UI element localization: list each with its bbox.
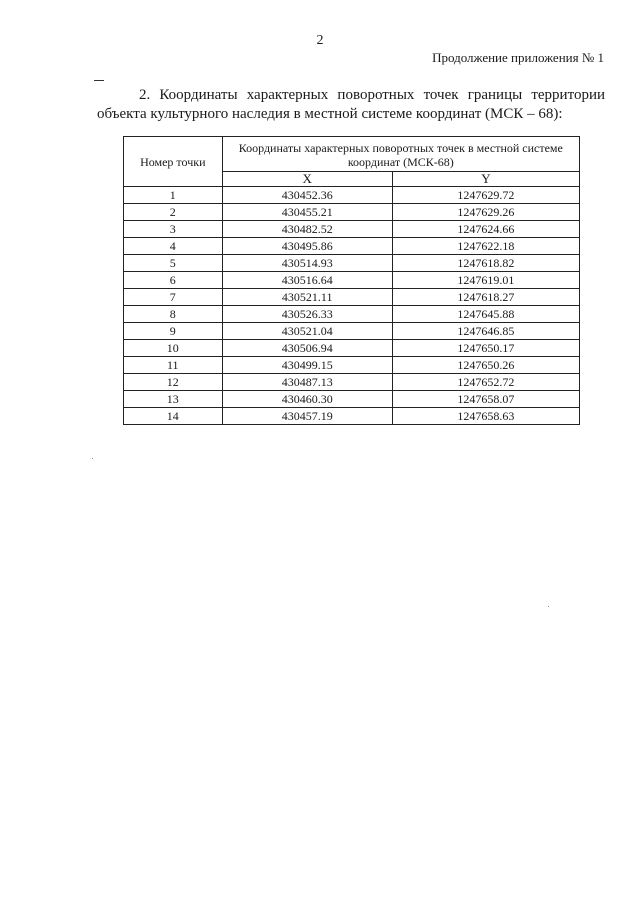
y-coordinate-cell: 1247622.18 xyxy=(392,238,579,255)
section-heading-line-2: объекта культурного наследия в местной системе координат (МСК – 68): xyxy=(97,106,563,122)
x-coordinate-cell: 430495.86 xyxy=(222,238,392,255)
point-number-cell: 12 xyxy=(124,374,223,391)
table-row xyxy=(124,357,580,374)
coordinates-group-header: Координаты характерных поворотных точек в местной системе координат (МСК-68) xyxy=(222,137,579,172)
x-coordinate-cell: 430521.04 xyxy=(222,323,392,340)
margin-dash xyxy=(94,80,104,81)
scan-speck xyxy=(548,606,549,607)
point-number-cell: 5 xyxy=(124,255,223,272)
y-header: Y xyxy=(392,172,579,187)
x-coordinate-cell: 430457.19 xyxy=(222,408,392,425)
table-row xyxy=(124,340,580,357)
point-number-cell: 7 xyxy=(124,289,223,306)
table-row xyxy=(124,255,580,272)
point-number-cell: 10 xyxy=(124,340,223,357)
point-number-cell: 9 xyxy=(124,323,223,340)
y-coordinate-cell: 1247658.63 xyxy=(392,408,579,425)
y-coordinate-cell: 1247650.26 xyxy=(392,357,579,374)
x-coordinate-cell: 430506.94 xyxy=(222,340,392,357)
point-number-cell: 8 xyxy=(124,306,223,323)
table-row xyxy=(124,272,580,289)
x-coordinate-cell: 430455.21 xyxy=(222,204,392,221)
x-coordinate-cell: 430514.93 xyxy=(222,255,392,272)
appendix-note: Продолжение приложения № 1 xyxy=(432,50,604,65)
table-row xyxy=(124,306,580,323)
coordinates-table xyxy=(123,136,580,425)
point-number-cell: 11 xyxy=(124,357,223,374)
coordinates-table-body xyxy=(124,187,580,425)
table-row xyxy=(124,221,580,238)
table-header-row xyxy=(124,137,580,172)
y-coordinate-cell: 1247645.88 xyxy=(392,306,579,323)
x-coordinate-cell: 430487.13 xyxy=(222,374,392,391)
page-number: 2 xyxy=(316,33,324,48)
x-coordinate-cell: 430499.15 xyxy=(222,357,392,374)
table-row xyxy=(124,238,580,255)
y-coordinate-cell: 1247652.72 xyxy=(392,374,579,391)
point-number-cell: 13 xyxy=(124,391,223,408)
x-coordinate-cell: 430482.52 xyxy=(222,221,392,238)
x-coordinate-cell: 430521.11 xyxy=(222,289,392,306)
y-coordinate-cell: 1247619.01 xyxy=(392,272,579,289)
point-number-cell: 1 xyxy=(124,187,223,204)
point-number-cell: 6 xyxy=(124,272,223,289)
y-coordinate-cell: 1247629.72 xyxy=(392,187,579,204)
x-coordinate-cell: 430516.64 xyxy=(222,272,392,289)
y-coordinate-cell: 1247629.26 xyxy=(392,204,579,221)
table-row xyxy=(124,391,580,408)
y-coordinate-cell: 1247618.82 xyxy=(392,255,579,272)
table-row xyxy=(124,408,580,425)
y-coordinate-cell: 1247658.07 xyxy=(392,391,579,408)
x-coordinate-cell: 430526.33 xyxy=(222,306,392,323)
y-coordinate-cell: 1247646.85 xyxy=(392,323,579,340)
y-coordinate-cell: 1247650.17 xyxy=(392,340,579,357)
section-heading xyxy=(97,86,605,124)
table-row xyxy=(124,323,580,340)
x-header: X xyxy=(222,172,392,187)
table-row xyxy=(124,204,580,221)
point-number-header: Номер точки xyxy=(124,137,223,187)
section-heading-line-1: 2. Координаты характерных поворотных точек границы территории xyxy=(139,87,605,103)
point-number-cell: 3 xyxy=(124,221,223,238)
x-coordinate-cell: 430460.30 xyxy=(222,391,392,408)
point-number-cell: 2 xyxy=(124,204,223,221)
table-row xyxy=(124,374,580,391)
x-coordinate-cell: 430452.36 xyxy=(222,187,392,204)
point-number-cell: 14 xyxy=(124,408,223,425)
scan-speck xyxy=(92,458,93,459)
table-row xyxy=(124,289,580,306)
y-coordinate-cell: 1247618.27 xyxy=(392,289,579,306)
point-number-cell: 4 xyxy=(124,238,223,255)
y-coordinate-cell: 1247624.66 xyxy=(392,221,579,238)
table-row xyxy=(124,187,580,204)
